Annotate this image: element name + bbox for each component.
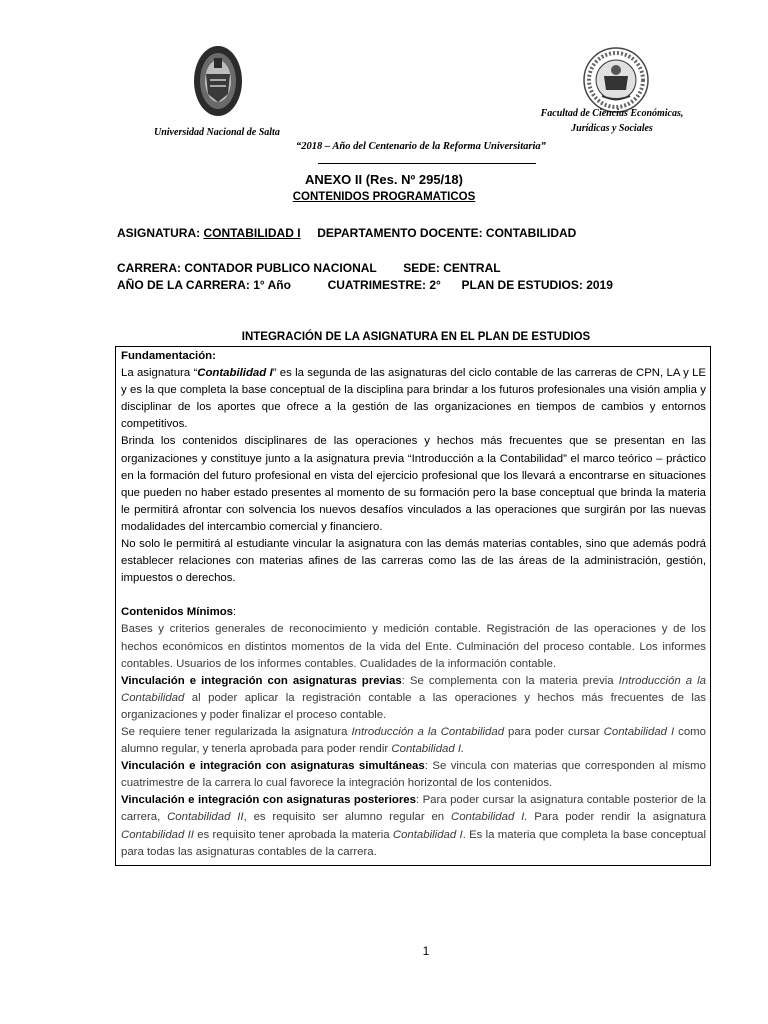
integracion-box xyxy=(115,346,711,866)
anexo-title: ANEXO II (Res. Nº 295/18) xyxy=(305,172,463,187)
minimos-text: Bases y criterios generales de reconocimiento y medición contable. Registración de las operaciones y de los hechos económicos en distintos momentos de la vida del Ente. Culminación del proceso contable. Los informes contables. Usuarios de los informes contables. Cualidades de la información contable. xyxy=(121,623,706,670)
anio-line xyxy=(117,278,613,292)
faculty-line-2: Jurídicas y Sociales xyxy=(571,123,653,134)
faculty-seal-icon xyxy=(582,46,650,114)
faculty-line-1: Facultad de Ciencias Económicas, xyxy=(540,108,684,119)
plan-estudios: PLAN DE ESTUDIOS: 2019 xyxy=(461,278,613,292)
motto-underline xyxy=(318,163,536,164)
fundamentacion-paragraph-2: Brinda los contenidos disciplinares de las operaciones y hechos más frecuentes que se presentan en las organizaciones y constituye junto a la asignatura previa “Introducción a la Contabilidad” el marco teórico – práctico en la formación del futuro profesional en vista del ejercicio profesional que los llevará a encontrarse en situaciones que pueden no haber estado presentes al momento de su formación pero la base conceptual que brinda la materia le permitirá afrontar con solvencia los nuevos desafíos vinculados a las operaciones que surgirán por las nuevas modalidades del intercambio comercial y financiero. xyxy=(121,435,706,533)
integracion-title: INTEGRACIÓN DE LA ASIGNATURA EN EL PLAN DE ESTUDIOS xyxy=(241,331,591,343)
university-name: Universidad Nacional de Salta xyxy=(154,127,280,138)
asignatura-line xyxy=(117,226,576,240)
departamento: DEPARTAMENTO DOCENTE: CONTABILIDAD xyxy=(317,226,577,240)
motto: “2018 – Año del Centenario de la Reforma Universitaria” xyxy=(296,141,546,152)
posteriores-paragraph: Vinculación e integración con asignaturas posteriores: Para poder cursar la asignatura contable posterior de la carrera, Contabilidad II, es requisito ser alumno regular en Contabilidad I. Para poder rendir la asignatura Contabilidad II es requisito tener aprobada la materia Contabilidad I. Es la materia que completa la base conceptual para todas las asignaturas contables de la carrera. xyxy=(121,794,707,858)
fundamentacion-heading: Fundamentación: xyxy=(121,350,216,362)
fundamentacion-paragraph-1: La asignatura “Contabilidad I” es la segunda de las asignaturas del ciclo contable de las carreras de CPN, LA y LE y es la que completa la base conceptual de la disciplina para brindar a los futuros profesionales una visión amplia y disciplinar de los aportes que ofrece a la gestión de las organizaciones en tiempos de cambios y entornos competitivos. xyxy=(121,367,706,431)
asignatura-value: CONTABILIDAD I xyxy=(203,226,301,240)
university-seal-icon xyxy=(192,44,244,118)
anio: AÑO DE LA CARRERA: 1° Año xyxy=(117,278,291,292)
cuatrimestre: CUATRIMESTRE: 2° xyxy=(327,278,441,292)
carrera: CARRERA: CONTADOR PUBLICO NACIONAL xyxy=(117,261,377,275)
contenidos-title: CONTENIDOS PROGRAMATICOS xyxy=(292,191,476,203)
fundamentacion-paragraph-3: No solo le permitirá al estudiante vincular la asignatura con las demás materias contables, sino que además podrá establecer relaciones con materias afines de las carreras como las de las áreas de la administración, gestión, impuestos o derechos. xyxy=(121,538,706,585)
carrera-line xyxy=(117,261,501,275)
regularizada-paragraph: Se requiere tener regularizada la asignatura Introducción a la Contabilidad para poder cursar Contabilidad I como alumno regular, y tenerla aprobada para poder rendir Contabilidad I. xyxy=(121,725,706,756)
simultaneas-paragraph: Vinculación e integración con asignaturas simultáneas: Se vincula con materias que corresponden al mismo cuatrimestre de la carrera lo cual favorece la integración horizontal de los contenidos. xyxy=(121,760,706,790)
sede: SEDE: CENTRAL xyxy=(403,261,501,275)
asignatura-label: ASIGNATURA: xyxy=(117,226,204,240)
page-number: 1 xyxy=(422,944,430,958)
faculty-name xyxy=(520,106,704,136)
previas-paragraph: Vinculación e integración con asignaturas previas: Se complementa con la materia previa Introducción a la Contabilidad al poder aplicar la registración contable a las operaciones y hechos más frecuentes de las organizaciones y poder finalizar el proceso contable. xyxy=(121,674,706,721)
minimos-heading: Contenidos Mínimos: xyxy=(121,606,237,619)
